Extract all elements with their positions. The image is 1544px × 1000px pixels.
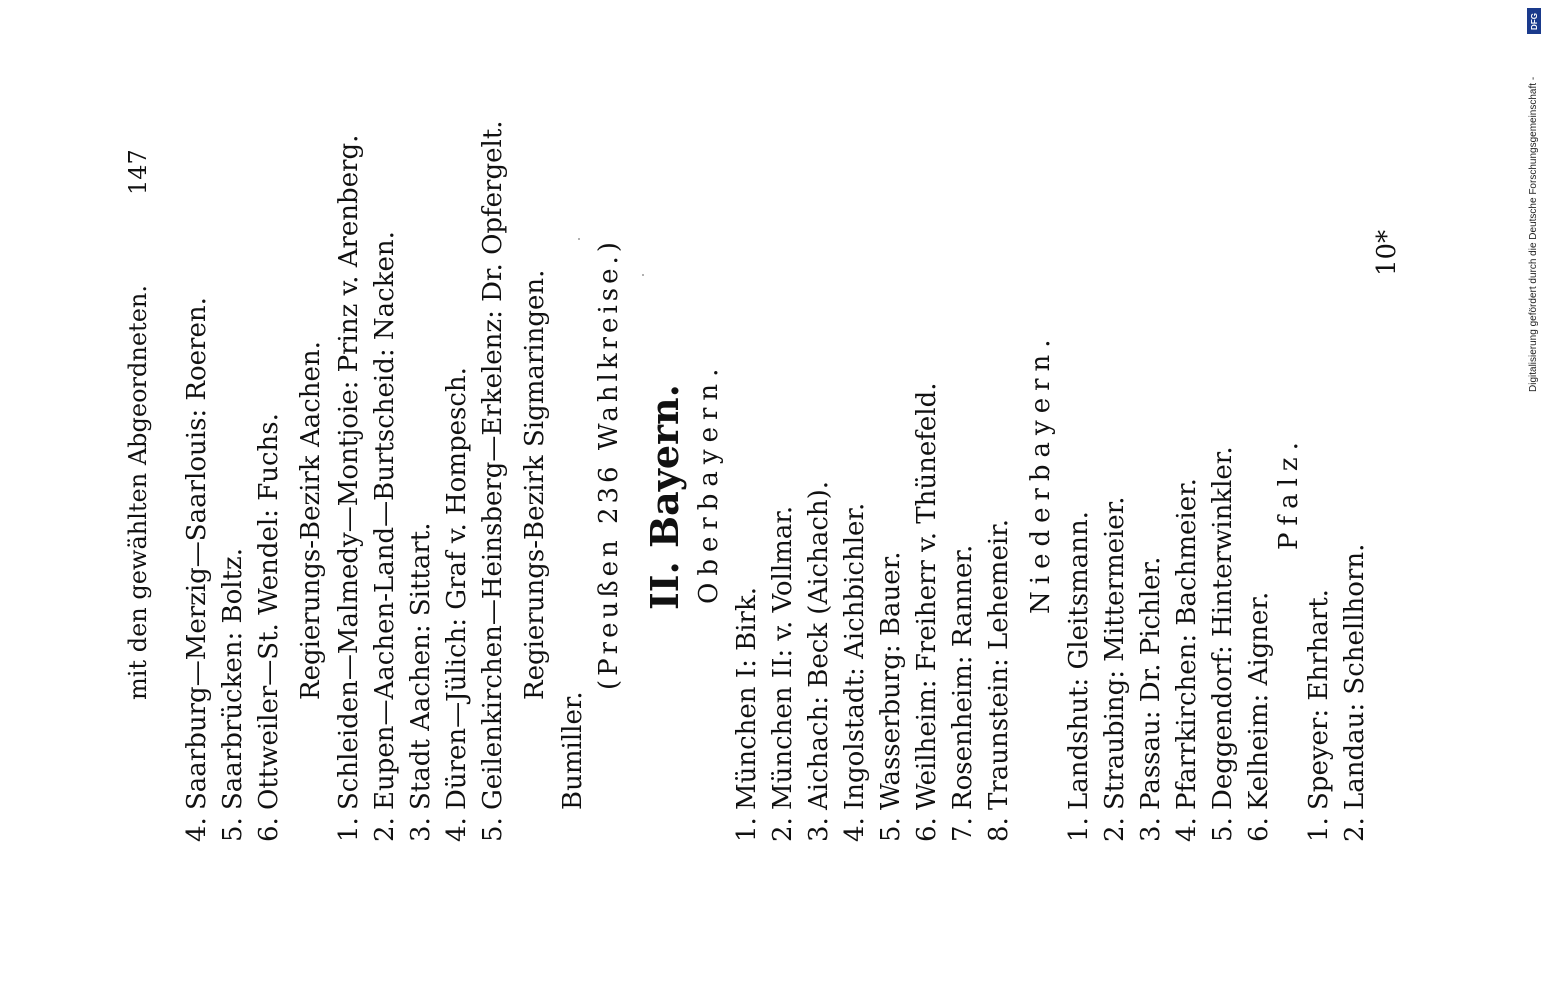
chapter-heading-bavaria: II. Bayern.	[642, 384, 687, 610]
list-item: Landau: Schellhorn.	[1340, 543, 1370, 810]
list-item: Deggendorf: Hinterwinkler.	[1208, 446, 1238, 810]
list-item-number: 4.	[1172, 817, 1202, 842]
list-item: Schleiden—Malmedy—Montjoie: Prinz v. Arenberg.	[334, 134, 364, 810]
list-item: Kelheim: Aigner.	[1244, 591, 1274, 810]
list-item-number: 2.	[1100, 817, 1130, 842]
list-item: Straubing: Mittermeier.	[1100, 496, 1130, 810]
section-heading-oberbayern: Oberbayern.	[694, 361, 724, 604]
list-item-number: 3.	[804, 817, 834, 842]
list-item: Saarbrücken: Boltz.	[218, 547, 248, 810]
list-item-number: 5.	[218, 817, 248, 842]
prussia-summary: (Preußen 236 Wahlkreise.)	[594, 238, 624, 690]
list-item-number: 4.	[442, 817, 472, 842]
list-item-number: 5.	[876, 817, 906, 842]
list-item-number: 6.	[254, 817, 284, 842]
list-item-number: 4.	[182, 817, 212, 842]
list-item-number: 1.	[732, 817, 762, 842]
sigmaringen-entry: Bumiller.	[558, 691, 588, 810]
list-item: Pfarrkirchen: Bachmeier.	[1172, 478, 1202, 810]
list-item: Wasserburg: Bauer.	[876, 551, 906, 810]
list-item-number: 1.	[334, 817, 364, 842]
list-item-number: 2.	[1340, 817, 1370, 842]
list-item-number: 6.	[912, 817, 942, 842]
section-heading-aachen: Regierungs-Bezirk Aachen.	[296, 341, 326, 700]
list-item-number: 1.	[1304, 817, 1334, 842]
list-item: Düren—Jülich: Graf v. Hompesch.	[442, 367, 472, 810]
running-head: mit den gewählten Abgeordneten.	[124, 285, 152, 700]
list-item: Ottweiler—St. Wendel: Fuchs.	[254, 413, 284, 810]
list-item-number: 4.	[840, 817, 870, 842]
section-heading-niederbayern: Niederbayern.	[1026, 332, 1056, 614]
list-item: Aichach: Beck (Aichach).	[804, 480, 834, 810]
list-item-number: 8.	[984, 817, 1014, 842]
page-number: 147	[124, 149, 152, 195]
list-item: Passau: Dr. Pichler.	[1136, 556, 1166, 810]
section-heading-sigmaringen: Regierungs-Bezirk Sigmaringen.	[520, 269, 550, 700]
list-item-number: 3.	[1136, 817, 1166, 842]
scan-speck	[642, 274, 644, 276]
list-item: München II: v. Vollmar.	[768, 505, 798, 810]
list-item: Stadt Aachen: Sittart.	[406, 522, 436, 810]
dfg-logo: DFG	[1527, 8, 1541, 34]
digitisation-credit: Digitalisierung gefördert durch die Deutsche Forschungsgemeinschaft -	[1528, 76, 1539, 392]
list-item: München I: Birk.	[732, 587, 762, 810]
section-heading-pfalz: Pfalz.	[1274, 435, 1304, 550]
list-item-number: 7.	[948, 817, 978, 842]
list-item: Saarburg—Merzig—Saarlouis: Roeren.	[182, 297, 212, 810]
list-item: Eupen—Aachen-Land—Burtscheid: Nacken.	[370, 231, 400, 810]
list-item-number: 6.	[1244, 817, 1274, 842]
scan-speck	[578, 238, 580, 240]
list-item-number: 5.	[1208, 817, 1238, 842]
list-item: Ingolstadt: Aichbichler.	[840, 502, 870, 810]
list-item-number: 3.	[406, 817, 436, 842]
list-item: Traunstein: Lehemeir.	[984, 518, 1014, 810]
list-item: Weilheim: Freiherr v. Thünefeld.	[912, 382, 942, 810]
signature-mark: 10*	[1372, 229, 1402, 276]
list-item: Geilenkirchen—Heinsberg—Erkelenz: Dr. Opfergelt.	[478, 120, 508, 810]
list-item: Speyer: Ehrhart.	[1304, 589, 1334, 810]
list-item-number: 2.	[370, 817, 400, 842]
list-item-number: 1.	[1064, 817, 1094, 842]
list-item: Landshut: Gleitsmann.	[1064, 511, 1094, 810]
list-item-number: 2.	[768, 817, 798, 842]
list-item-number: 5.	[478, 817, 508, 842]
list-item: Rosenheim: Ranner.	[948, 544, 978, 810]
